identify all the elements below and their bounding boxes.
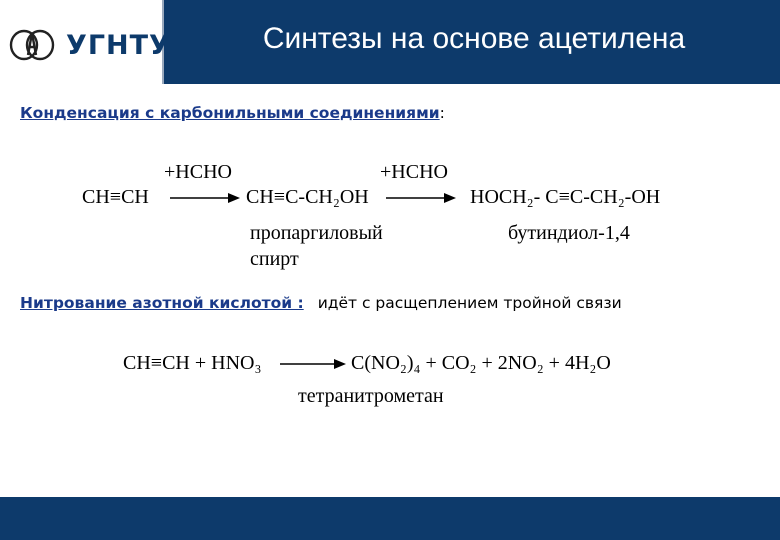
product1-name-line2: спирт: [250, 248, 299, 270]
section-heading-text: Конденсация с карбонильными соединениями: [20, 104, 440, 122]
section-heading-note: идёт с расщеплением тройной связи: [317, 294, 622, 312]
footer-bar: [0, 497, 780, 540]
reaction-arrow-icon: [170, 191, 242, 205]
page-title: Синтезы на основе ацетилена: [262, 22, 686, 55]
reaction-arrow-icon: [386, 191, 458, 205]
section-heading-text: Нитрование азотной кислотой :: [20, 294, 304, 312]
product2-name: бутиндиол-1,4: [508, 222, 630, 244]
reagent-hcho-2: +HCHO: [380, 161, 448, 183]
nitration-reactants: CH≡CH + HNO₃: [123, 352, 262, 374]
section-heading-condensation: [20, 104, 445, 122]
nitration-products: C(NO₂)₄ + CO₂ + 2NO₂ + 4H₂O: [351, 352, 611, 374]
logo-text: УГНТУ: [66, 30, 171, 61]
product-butynediol: HOCH₂- C≡C-CH₂-OH: [470, 186, 661, 208]
reactant-acetylene: CH≡CH: [82, 186, 149, 208]
section-heading-colon: :: [439, 104, 445, 122]
header-bar: [0, 0, 780, 84]
section-heading-nitration: [20, 294, 622, 312]
nitration-product-name: тетранитрометан: [298, 385, 444, 407]
product1-name-line1: пропаргиловый: [250, 222, 383, 244]
reagent-hcho-1: +HCHO: [164, 161, 232, 183]
logo: [0, 0, 171, 84]
reaction-arrow-icon: [280, 357, 348, 371]
product-propargyl-alcohol: CH≡C-CH₂OH: [246, 186, 369, 208]
university-emblem-icon: [6, 27, 66, 63]
